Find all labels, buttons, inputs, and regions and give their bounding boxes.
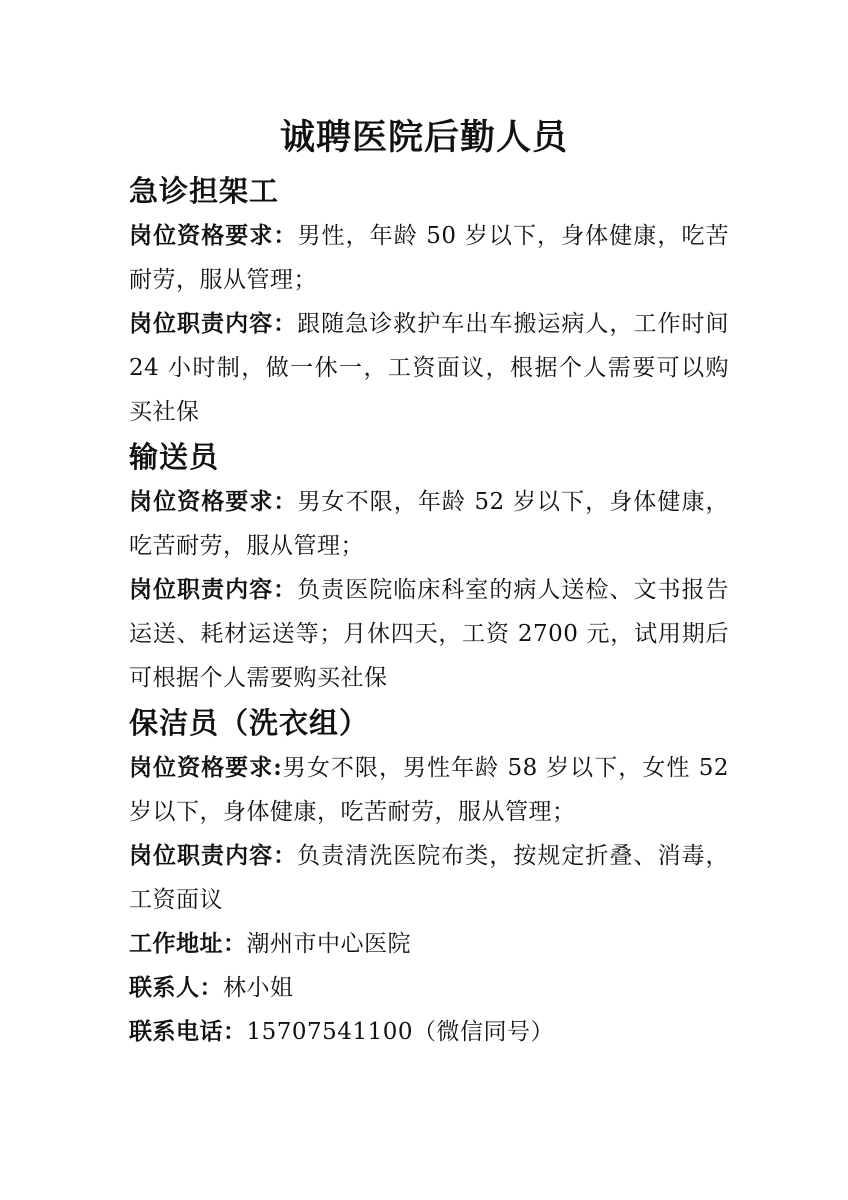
- page-title: 诚聘医院后勤人员: [279, 117, 568, 158]
- requirements-paragraph: [129, 214, 729, 302]
- duties-text: 负责医院临床科室的病人送检、文书报告运送、耗材运送等；月休四天，工资 2700 元，试用期后可根据个人需要购买社保: [129, 577, 730, 691]
- address-label: 工作地址：: [129, 930, 247, 957]
- document-page: [129, 108, 729, 1054]
- requirements-label: 岗位资格要求：: [129, 222, 298, 249]
- requirements-text: 男女不限，年龄 52 岁以下，身体健康，吃苦耐劳，服从管理；: [129, 489, 730, 559]
- duties-text: 跟随急诊救护车出车搬运病人，工作时间 24 小时制，做一休一，工资面议，根据个人需要可以购买社保: [129, 311, 730, 425]
- requirements-text: 男性，年龄 50 岁以下，身体健康，吃苦耐劳，服从管理；: [129, 223, 730, 293]
- phone-value: 15707541100（微信同号）: [246, 1019, 554, 1045]
- section-transporter: [129, 434, 729, 700]
- duties-label: 岗位职责内容：: [129, 842, 298, 869]
- contact-person: [129, 966, 729, 1010]
- contact-info: [129, 922, 729, 1054]
- section-heading: 输送员: [129, 440, 220, 474]
- section-heading: 急诊担架工: [129, 174, 280, 208]
- requirements-paragraph: [129, 746, 729, 834]
- duties-paragraph: [129, 568, 729, 700]
- section-cleaner-laundry: [129, 700, 729, 922]
- requirements-label: 岗位资格要求：: [129, 488, 298, 515]
- requirements-text: 男女不限，男性年龄 58 岁以下，女性 52 岁以下，身体健康，吃苦耐劳，服从管理；: [129, 755, 730, 825]
- section-heading: 保洁员（洗衣组）: [129, 706, 370, 740]
- duties-text: 负责清洗医院布类，按规定折叠、消毒，工资面议: [129, 843, 730, 913]
- contact-phone: [129, 1010, 729, 1054]
- duties-paragraph: [129, 834, 729, 922]
- phone-label: 联系电话：: [129, 1018, 247, 1045]
- requirements-paragraph: [129, 480, 729, 568]
- person-value: 林小姐: [223, 975, 294, 1001]
- address-value: 潮州市中心医院: [246, 931, 411, 957]
- person-label: 联系人：: [129, 974, 223, 1001]
- duties-label: 岗位职责内容：: [129, 576, 298, 603]
- requirements-label: 岗位资格要求:: [129, 754, 283, 781]
- duties-label: 岗位职责内容：: [129, 310, 298, 337]
- duties-paragraph: [129, 302, 729, 434]
- work-address: [129, 922, 729, 966]
- section-emergency-stretcher: [129, 168, 729, 434]
